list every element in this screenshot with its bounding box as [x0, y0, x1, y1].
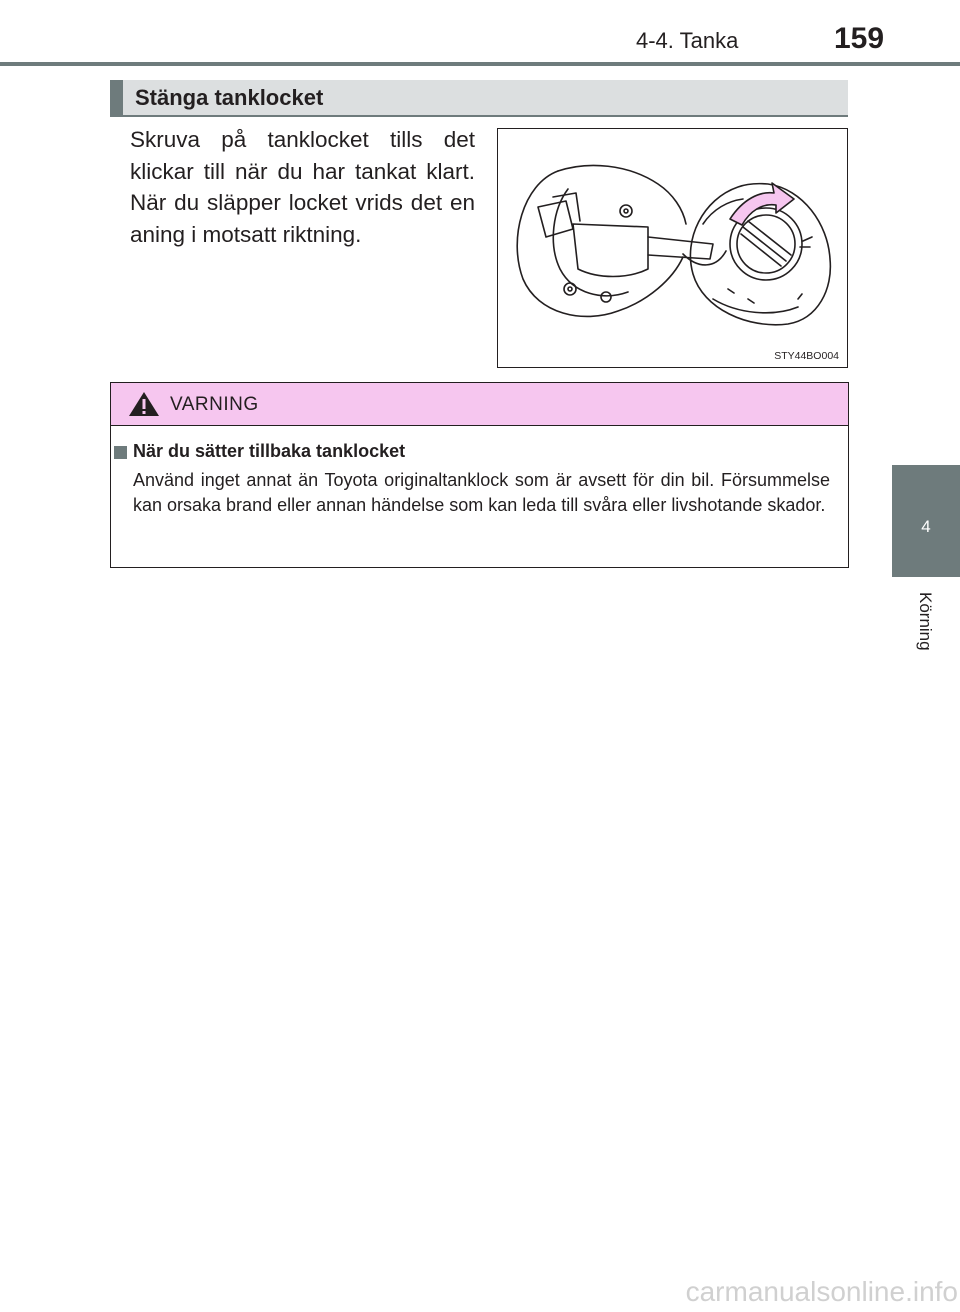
fuel-cap-drawing	[498, 129, 847, 367]
chapter-title-text: Körning	[916, 592, 935, 651]
warning-title: VARNING	[170, 394, 259, 415]
section-heading-bar	[110, 80, 848, 117]
warning-text: Använd inget annat än Toyota originaltanklock som är avsett för din bil. Försummelse kan orsaka brand eller annan händelse som kan leda till svåra eller livshotande skador.	[133, 470, 830, 515]
bullet-square-icon	[114, 446, 127, 459]
figure-code: STY44BO004	[774, 350, 839, 362]
section-heading-accent	[110, 80, 123, 115]
chapter-tab[interactable]	[892, 465, 960, 577]
running-header-section: 4-4. Tanka	[636, 28, 739, 53]
chapter-title	[893, 590, 959, 670]
page-number: 159	[834, 22, 885, 55]
section-body-text: Skruva på tanklocket tills det klickar till när du har tankat klart. När du släpper locket vrids det en aning i motsatt riktning.	[130, 127, 475, 247]
header-rule	[0, 62, 960, 66]
warning-header	[111, 383, 848, 426]
warning-subheading: När du sätter tillbaka tanklocket	[133, 441, 406, 461]
chapter-number: 4	[921, 517, 931, 536]
warning-box	[110, 382, 849, 568]
warning-triangle-icon	[128, 391, 160, 417]
footer-watermark[interactable]: carmanualsonline.info	[685, 1276, 958, 1307]
section-title: Stänga tanklocket	[135, 85, 324, 110]
fuel-cap-illustration	[497, 128, 848, 368]
